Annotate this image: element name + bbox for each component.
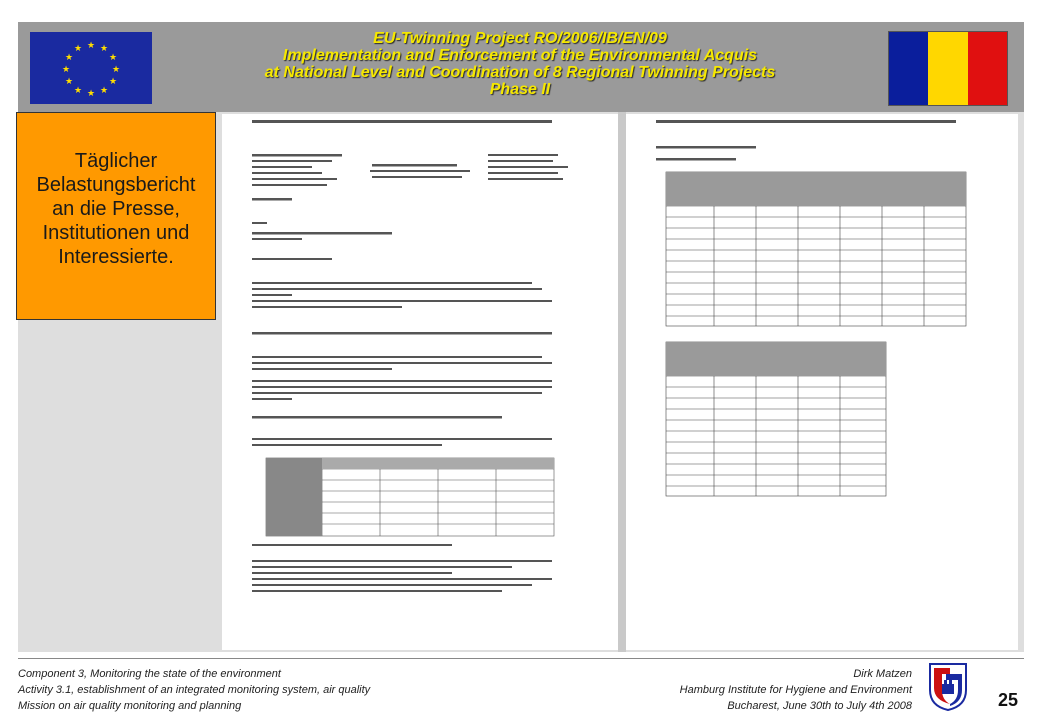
svg-text:★: ★ — [108, 52, 118, 62]
callout-line: Täglicher — [74, 150, 158, 172]
footer-divider — [18, 658, 1024, 659]
svg-text:★: ★ — [86, 40, 96, 50]
footer-left-line: Component 3, Monitoring the state of the environment — [18, 668, 281, 680]
footer-right-line: Bucharest, June 30th to July 4th 2008 — [727, 700, 912, 712]
romania-flag — [888, 31, 1008, 106]
page-title — [160, 30, 880, 98]
svg-text:★: ★ — [108, 76, 118, 86]
page-divider — [618, 112, 626, 652]
svg-text:★: ★ — [61, 64, 71, 74]
hamburg-logo-icon — [928, 660, 968, 712]
svg-text:★: ★ — [73, 43, 83, 53]
footer-right-line: Dirk Matzen — [853, 668, 912, 680]
callout-box — [16, 112, 216, 320]
callout-line: an die Presse, — [52, 198, 180, 220]
footer-left — [18, 666, 370, 714]
svg-text:★: ★ — [99, 43, 109, 53]
footer-right — [680, 666, 912, 714]
svg-text:★: ★ — [99, 85, 109, 95]
title-line-4: Phase II — [489, 81, 551, 98]
callout-line: Belastungsbericht — [36, 174, 196, 196]
eu-stars-icon — [30, 32, 152, 104]
footer-left-line: Activity 3.1, establishment of an integrated monitoring system, air quality — [18, 684, 371, 696]
page-number: 25 — [998, 690, 1019, 710]
footer-left-line: Mission on air quality monitoring and planning — [18, 700, 242, 712]
svg-text:★: ★ — [73, 85, 83, 95]
svg-text:★: ★ — [64, 52, 74, 62]
fax-page-2-image — [626, 114, 1018, 650]
fax-page-1-image — [222, 114, 618, 650]
title-line-1: EU-Twinning Project RO/2006/IB/EN/09 — [373, 30, 667, 47]
svg-text:★: ★ — [86, 88, 96, 98]
institute-logo — [928, 660, 968, 712]
callout-line: Interessierte. — [58, 246, 174, 268]
callout-line: Institutionen und — [42, 222, 190, 244]
svg-text:★: ★ — [64, 76, 74, 86]
eu-flag — [30, 32, 152, 104]
svg-text:★: ★ — [111, 64, 121, 74]
title-line-2: Implementation and Enforcement of the Environmental Acquis — [282, 47, 758, 64]
footer-right-line: Hamburg Institute for Hygiene and Environment — [679, 684, 912, 696]
title-line-3: at National Level and Coordination of 8 Regional Twinning Projects — [264, 64, 776, 81]
